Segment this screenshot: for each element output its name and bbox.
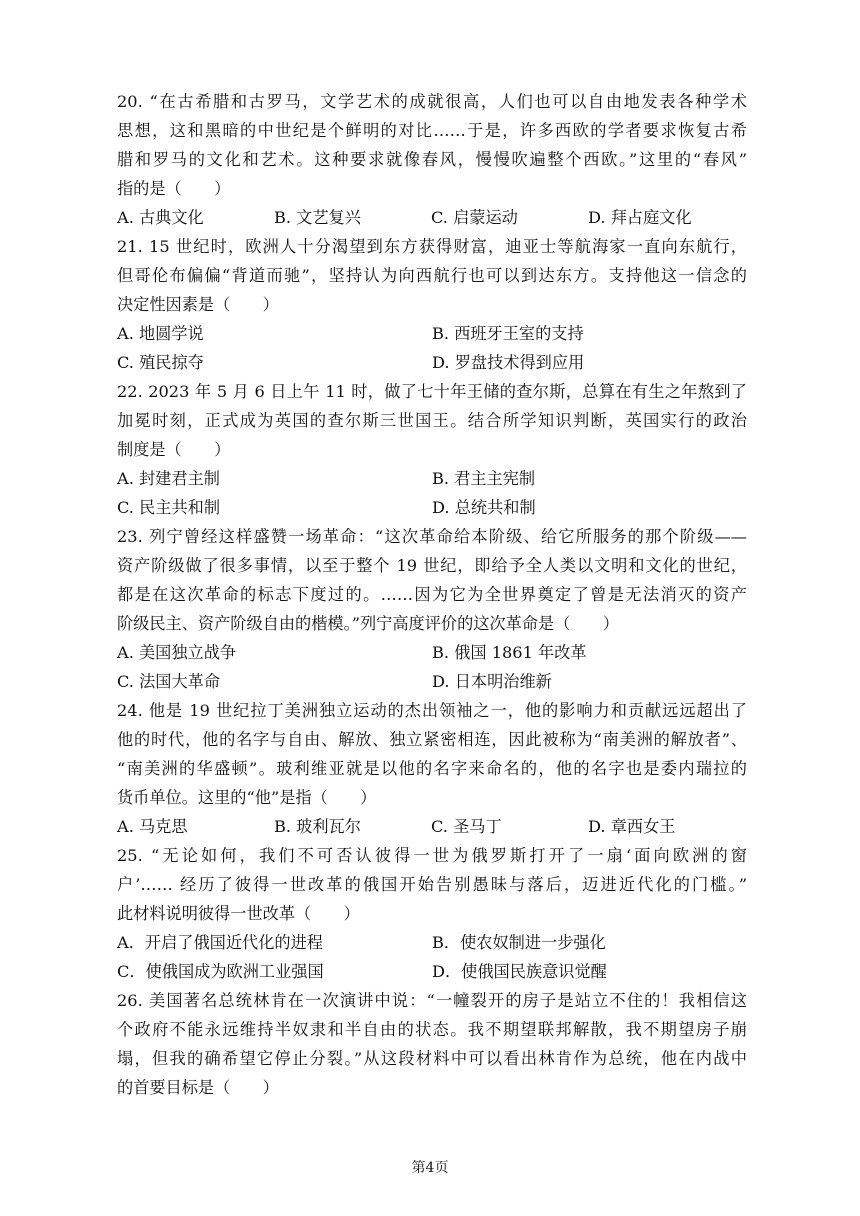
options-row	[117, 319, 747, 348]
exam-page-content	[117, 87, 747, 1102]
question-stem-line: 货币单位。这里的“他”是指（ ）	[117, 788, 377, 807]
question-stem-line: 但哥伦布偏偏“背道而驰”，坚持认为向西航行也可以到达东方。支持他这一信念的	[117, 266, 747, 285]
question-20	[117, 87, 747, 232]
option-d: D. 总统共和制	[432, 498, 536, 517]
option-a: A. 美国独立战争	[117, 643, 237, 662]
question-stem-line: 26. 美国著名总统林肯在一次演讲中说：“一幢裂开的房子是站立不住的！我相信这	[117, 991, 747, 1010]
option-a: A. 马克思	[117, 817, 188, 836]
options-row	[117, 638, 747, 667]
option-c: C. 殖民掠夺	[117, 353, 204, 372]
option-b: B. 西班牙王室的支持	[432, 324, 584, 343]
question-stem-line: 21. 15 世纪时，欧洲人十分渴望到东方获得财富，迪亚士等航海家一直向东航行，	[117, 237, 747, 256]
question-24	[117, 696, 747, 841]
question-stem-line: 的首要目标是（ ）	[117, 1078, 279, 1097]
question-stem-line: 阶级民主、资产阶级自由的楷模。”列宁高度评价的这次革命是（ ）	[117, 614, 619, 633]
question-stem-line: 他的时代，他的名字与自由、解放、独立紧密相连，因此被称为“南美洲的解放者”、	[117, 730, 747, 749]
question-stem-line: 资产阶级做了很多事情，以至于整个 19 世纪，即给予全人类以文明和文化的世纪，	[117, 556, 747, 575]
question-stem-line: 塌，但我的确希望它停止分裂。”从这段材料中可以看出林肯作为总统，他在内战中	[117, 1049, 747, 1068]
question-stem-line: 腊和罗马的文化和艺术。这种要求就像春风，慢慢吹遍整个西欧。”这里的“春风”	[117, 150, 747, 169]
option-b: B. 玻利瓦尔	[274, 817, 361, 836]
question-25	[117, 841, 747, 986]
question-stem-line: 23. 列宁曾经这样盛赞一场革命：“这次革命给本阶级、给它所服务的那个阶级——	[117, 527, 747, 546]
question-stem-line: “南美洲的华盛顿”。玻利维亚就是以他的名字来命名的，他的名字也是委内瑞拉的	[117, 759, 747, 778]
option-d: D. 章西女王	[588, 817, 676, 836]
question-stem-line: 20. “在古希腊和古罗马，文学艺术的成就很高，人们也可以自由地发表各种学术	[117, 92, 747, 111]
options-row	[117, 493, 747, 522]
option-c: C. 法国大革命	[117, 672, 221, 691]
options-row	[117, 812, 747, 841]
options-row	[117, 348, 747, 377]
options-row	[117, 667, 747, 696]
question-stem-line: 加冕时刻，正式成为英国的查尔斯三世国王。结合所学知识判断，英国实行的政治	[117, 411, 747, 430]
question-stem-line: 24. 他是 19 世纪拉丁美洲独立运动的杰出领袖之一，他的影响力和贡献远远超出了	[117, 701, 747, 720]
options-row	[117, 203, 747, 232]
question-stem-line: 22. 2023 年 5 月 6 日上午 11 时，做了七十年王储的查尔斯，总算在有生之年熬到了	[117, 382, 747, 401]
option-b: B．使农奴制进一步强化	[432, 933, 606, 952]
option-c: C. 圣马丁	[431, 817, 502, 836]
option-b: B. 俄国 1861 年改革	[432, 643, 587, 662]
question-stem-line: 思想，这和黑暗的中世纪是个鲜明的对比……于是，许多西欧的学者要求恢复古希	[117, 121, 747, 140]
option-d: D．使俄国民族意识觉醒	[432, 962, 607, 981]
option-b: B. 君主主宪制	[432, 469, 536, 488]
page-number: 第4页	[411, 1160, 449, 1176]
option-c: C. 民主共和制	[117, 498, 221, 517]
question-stem-line: 25. “无论如何，我们不可否认彼得一世为俄罗斯打开了一扇‘面向欧洲的窗	[117, 846, 747, 865]
option-a: A. 古典文化	[117, 208, 204, 227]
option-b: B. 文艺复兴	[274, 208, 361, 227]
option-a: A．开启了俄国近代化的进程	[117, 933, 323, 952]
option-a: A. 封建君主制	[117, 469, 220, 488]
options-row	[117, 464, 747, 493]
question-stem-line: 都是在这次革命的标志下度过的。……因为它为全世界奠定了曾是无法消灭的资产	[117, 585, 747, 604]
question-stem-line: 决定性因素是（ ）	[117, 295, 279, 314]
question-21	[117, 232, 747, 377]
options-row	[117, 928, 747, 957]
option-a: A. 地圆学说	[117, 324, 204, 343]
question-26	[117, 986, 747, 1102]
question-stem-line: 此材料说明彼得一世改革（ ）	[117, 904, 360, 923]
question-stem-line: 指的是（ ）	[117, 179, 231, 198]
option-d: D. 拜占庭文化	[588, 208, 692, 227]
question-22	[117, 377, 747, 522]
option-d: D. 罗盘技术得到应用	[432, 353, 585, 372]
option-c: C. 启蒙运动	[431, 208, 518, 227]
question-stem-line: 户’…… 经历了彼得一世改革的俄国开始告别愚昧与落后，迈进近代化的门槛。”	[117, 875, 747, 894]
option-d: D. 日本明治维新	[432, 672, 552, 691]
options-row	[117, 957, 747, 986]
question-stem-line: 制度是（ ）	[117, 440, 231, 459]
question-23	[117, 522, 747, 696]
question-stem-line: 个政府不能永远维持半奴隶和半自由的状态。我不期望联邦解散，我不期望房子崩	[117, 1020, 747, 1039]
option-c: C．使俄国成为欧洲工业强国	[117, 962, 324, 981]
